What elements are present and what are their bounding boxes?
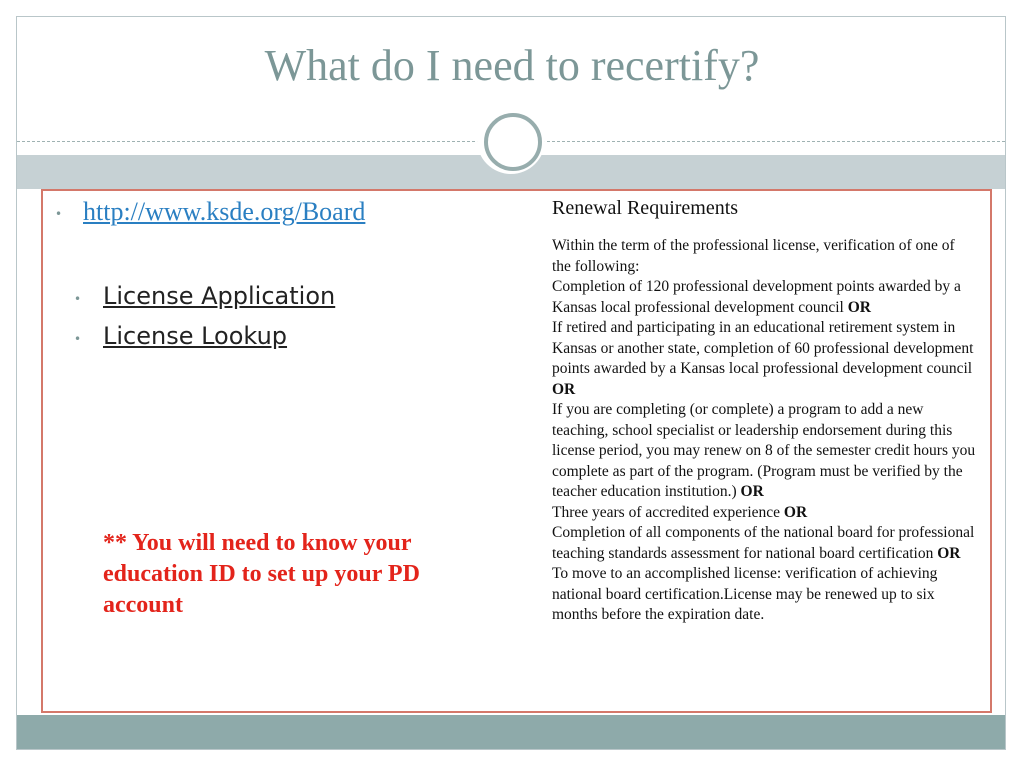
license-lookup-link[interactable]: License Lookup <box>103 322 288 350</box>
renewal-item-text: If retired and participating in an educational retirement system in Kansas or another state, completion of 60 professional development points awarded by a Kansas local professional development council <box>552 319 974 377</box>
renewal-intro: Within the term of the professional license, verification of one of the following: <box>552 237 955 275</box>
renewal-item-text: Three years of accredited experience <box>552 503 781 521</box>
renewal-item-connector: OR <box>937 544 961 562</box>
circle-ring-icon <box>484 113 542 171</box>
renewal-item <box>552 277 977 318</box>
bullet-icon: • <box>55 207 63 221</box>
renewal-item <box>552 523 977 564</box>
renewal-item-text: If you are completing (or complete) a program to add a new teaching, school specialist or leadership endorsement during this license period, you may renew on 8 of the semester credit hours you complete as part of the program. (Program must be verified by the teacher education institution.) <box>552 401 976 500</box>
renewal-requirements <box>552 197 977 626</box>
renewal-heading: Renewal Requirements <box>552 197 739 219</box>
bullet-icon: • <box>74 292 82 306</box>
renewal-item <box>552 564 977 626</box>
education-id-note: ** You will need to know your education ID to set up your PD account <box>103 530 420 618</box>
renewal-item-text: Completion of all components of the national board for professional teaching standards assessment for national board certification <box>552 524 975 562</box>
ksde-board-link[interactable]: http://www.ksde.org/Board <box>83 197 366 226</box>
slide-title: What do I need to recertify? <box>264 41 760 90</box>
renewal-item-text: To move to an accomplished license: verification of achieving national board certification.License may be renewed up to six months before the expiration date. <box>552 565 938 623</box>
renewal-item <box>552 503 977 524</box>
renewal-item <box>552 400 977 503</box>
license-application-link[interactable]: License Application <box>103 282 336 310</box>
renewal-item-text: Completion of 120 professional development points awarded by a Kansas local professional development council <box>552 278 961 316</box>
bullet-icon: • <box>74 332 82 346</box>
renewal-item-connector: OR <box>783 503 808 521</box>
renewal-item-connector: OR <box>552 380 576 398</box>
renewal-item-connector: OR <box>740 483 764 500</box>
renewal-item-connector: OR <box>847 298 871 316</box>
footer-band <box>17 715 1005 749</box>
renewal-item <box>552 318 977 400</box>
renewal-body <box>552 236 977 626</box>
